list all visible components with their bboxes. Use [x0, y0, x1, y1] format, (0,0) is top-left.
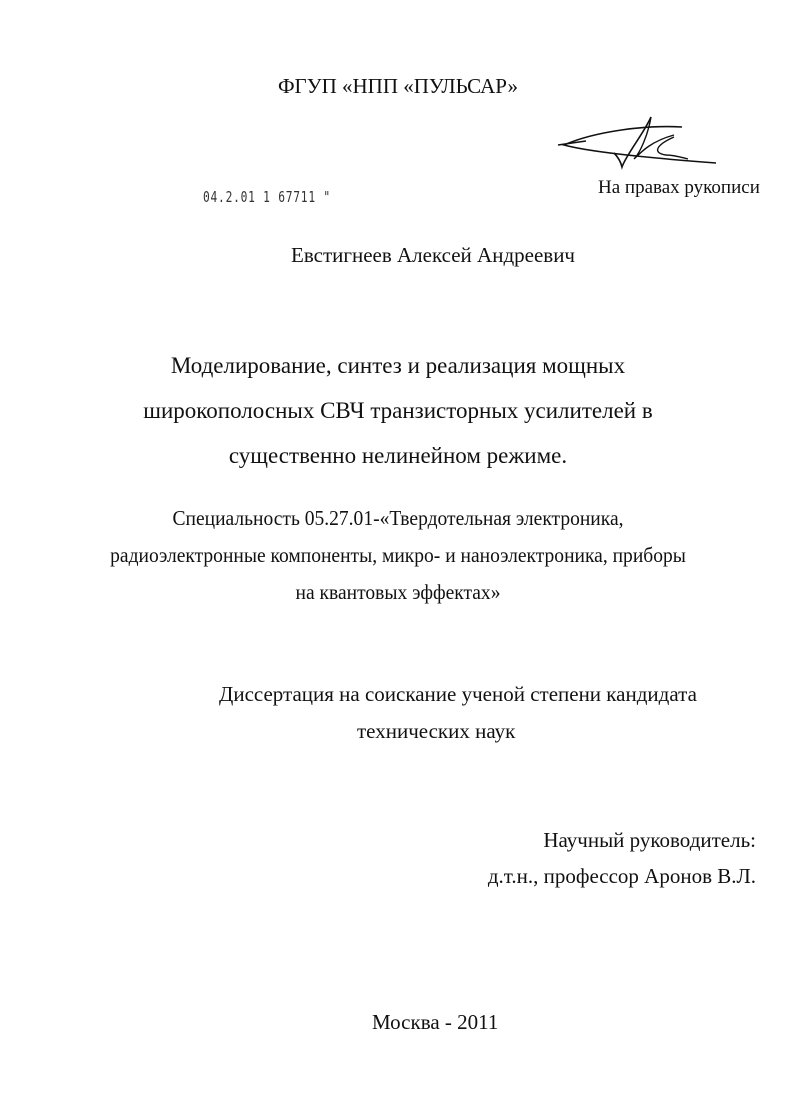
specialty-block	[28, 500, 768, 611]
title-line: широкополосных СВЧ транзисторных усилителей в	[143, 398, 653, 423]
supervisor-label: Научный руководитель:	[543, 828, 756, 852]
specialty-line: радиоэлектронные компоненты, микро- и наноэлектроника, приборы	[110, 543, 686, 567]
supervisor-name: д.т.н., профессор Аронов В.Л.	[487, 864, 756, 888]
place-year: Москва - 2011	[372, 1010, 499, 1034]
title-line: Моделирование, синтез и реализация мощных	[170, 353, 626, 378]
author-name: Евстигнеев Алексей Андреевич	[291, 243, 575, 267]
specialty-line: на квантовых эффектах»	[295, 580, 501, 604]
rights-note: На правах рукописи	[598, 177, 760, 198]
organization-header: ФГУП «НПП «ПУЛЬСАР»	[277, 74, 519, 98]
dissertation-title	[0, 343, 796, 478]
degree-line-2: технических наук	[357, 719, 516, 743]
degree-line-1: Диссертация на соискание ученой степени кандидата	[219, 682, 697, 706]
registration-stamp: 04.2.01 1 67711 "	[203, 188, 331, 206]
specialty-line: Специальность 05.27.01-«Твердотельная электроника,	[172, 506, 624, 530]
signature-icon	[556, 115, 726, 175]
title-line: существенно нелинейном режиме.	[228, 443, 568, 468]
